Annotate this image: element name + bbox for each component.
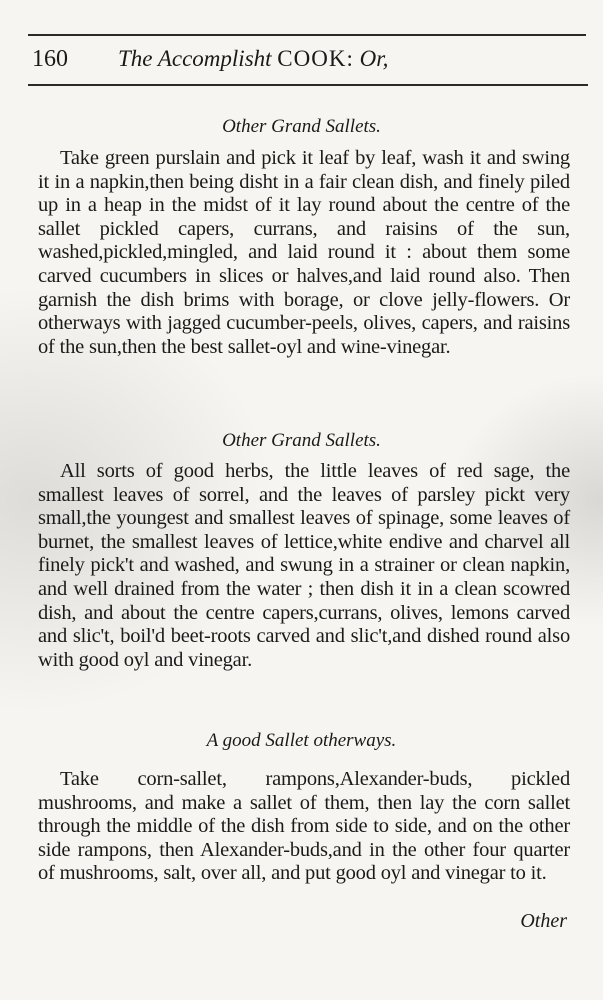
section-title-1: Other Grand Sallets. [222, 116, 381, 137]
header-rule [28, 84, 588, 86]
section-text-3-body: Take corn-sallet, rampons,Alexander-buds, pickled mushrooms, and make a sallet of them, then lay the corn sallet through the middle of the dish from side to side, and on the other side rampons, then Alexander-buds,and in the other four quarter of mushrooms, salt, over all, and put good oyl and vinegar to it. [38, 768, 570, 885]
catchword: Other [520, 910, 567, 932]
running-head-caps: COOK: [277, 46, 354, 71]
section-text-3 [38, 768, 570, 886]
section-text-1 [38, 147, 570, 359]
section-text-2-body: All sorts of good herbs, the little leaves of red sage, the smallest leaves of sorrel, and the leaves of parsley pickt very small,the youngest and smallest leaves of spinage, some leaves of burnet, the smallest leaves of lettice,white endive and charvel all finely pick't and washed, and swung in a strainer or clean napkin, and well drained from the water ; then dish it in a clean scowred dish, and about the centre capers,currans, olives, lemons carved and slic't, boil'd beet-roots carved and slic't,and dished round also with good oyl and vinegar. [38, 460, 570, 671]
running-head-tail: Or, [359, 46, 389, 71]
section-text-2 [38, 460, 570, 672]
section-text-1-body: Take green purslain and pick it leaf by leaf, wash it and swing it in a napkin,then being disht in a fair clean dish, and finely piled up in a heap in the midst of it lay round about the centre of the sallet pickled capers, currans, and raisins of the sun, washed,pickled,mingled, and laid round it : about them some carved cucumbers in slices or halves,and laid round also. Then garnish the dish brims with borage, or clove jelly-flowers. Or otherways with jagged cucumber-peels, olives, capers, and raisins of the sun,then the best sallet-oyl and wine-vinegar. [38, 147, 570, 358]
running-head [118, 46, 388, 72]
running-head-italic: The Accomplisht [118, 46, 272, 71]
top-rule [28, 34, 586, 36]
page-number: 160 [32, 46, 68, 72]
section-title-2: Other Grand Sallets. [222, 430, 381, 451]
section-title-3: A good Sallet otherways. [206, 730, 397, 751]
page-header [30, 46, 580, 78]
